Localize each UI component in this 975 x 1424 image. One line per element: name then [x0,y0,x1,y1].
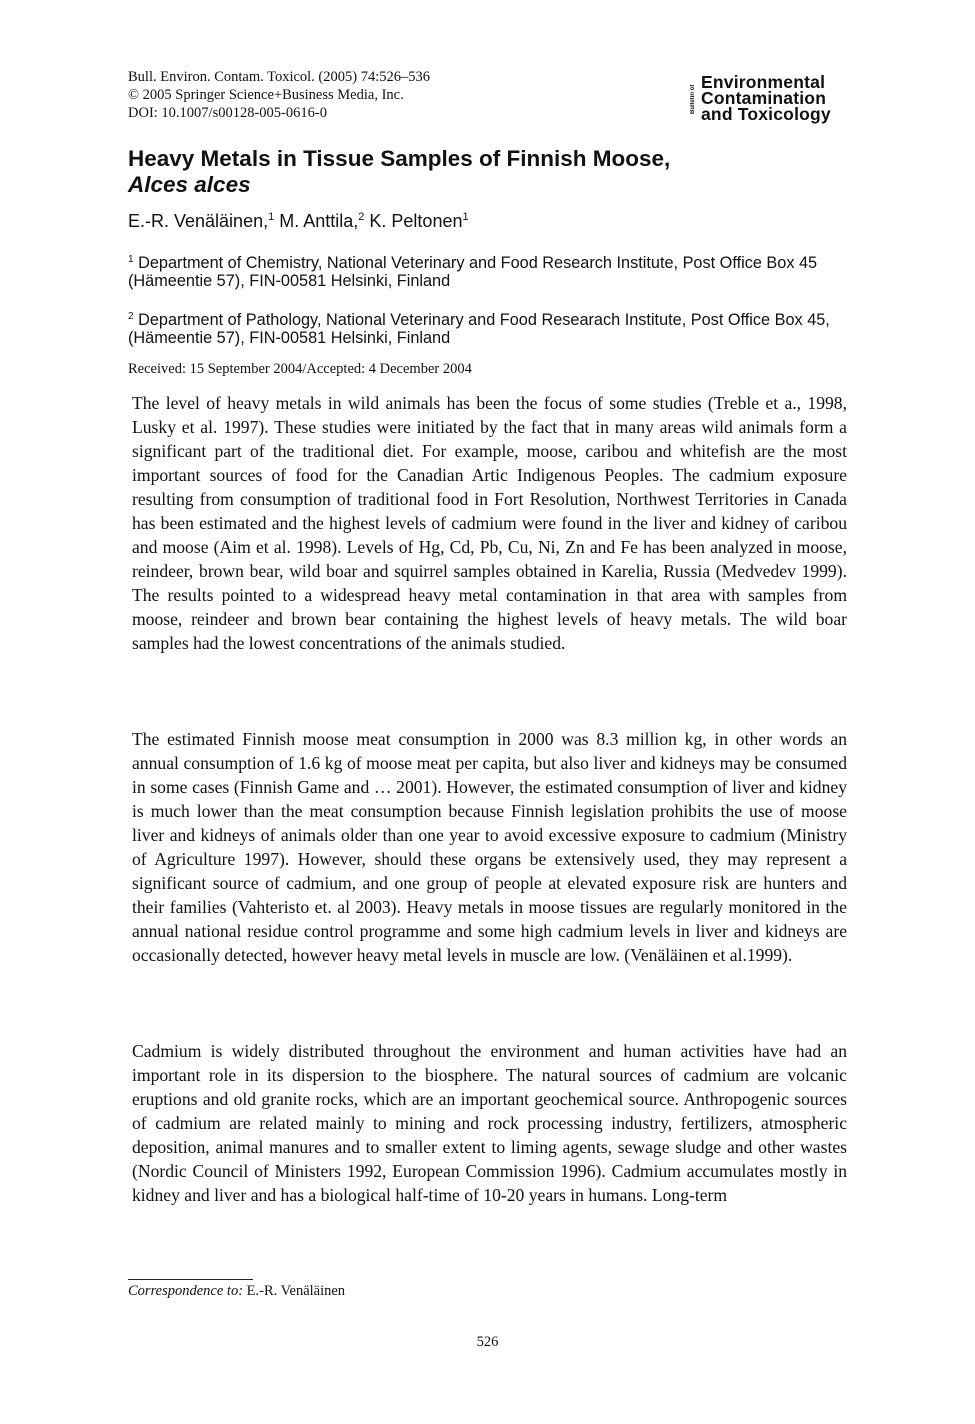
author-affiliation-mark: 1 [268,211,275,223]
doi-line: DOI: 10.1007/s00128-005-0616-0 [128,105,327,121]
citation-line: Bull. Environ. Contam. Toxicol. (2005) 74:526–536 [128,69,430,85]
author-name: M. Anttila, [279,211,359,231]
affiliation [128,254,848,290]
correspondence-footnote [128,1282,628,1300]
article-title-species: Alces alces [128,172,251,197]
journal-logo-line: Environmental [701,72,826,92]
affiliation [128,311,848,347]
footnote-divider [128,1279,253,1280]
citation-block [128,68,648,122]
author-name: K. Peltonen [369,211,463,231]
body-paragraph: The estimated Finnish moose meat consumption in 2000 was 8.3 million kg, in other words an annual consumption of 1.6 kg of moose meat per capita, but also liver and kidneys may be consumed in some cases (Finnish Game and … 2001). However, the estimated consumption of liver and kidney is much lower than the meat consumption because Finnish legislation prohibits the use of moose liver and kidneys of animals older than one year to avoid excessive exposure to cadmium (Ministry of Agriculture 1997). However, should these organs be extensively used, they may represent a significant source of cadmium, and one group of people at elevated exposure risk are hunters and their families (Vahteristo et. al 2003). Heavy metals in moose tissues are regularly monitored in the annual national residue control programme and some high cadmium levels in liver and kidneys are occasionally detected, however heavy metal levels in muscle are low. (Venäläinen et al.1999). [132,729,847,965]
journal-logo-bulletin: Bulletin of [690,84,696,114]
affiliation-mark: 1 [128,254,134,265]
correspondence-name: E.-R. Venäläinen [243,1283,346,1299]
author-list [128,210,888,232]
received-dates: Received: 15 September 2004/Accepted: 4 December 2004 [128,361,472,377]
affiliation-text: Department of Chemistry, National Veterinary and Food Research Institute, Post Office Box 45 (Hämeentie 57), FIN-00581 Helsinki, Finland [128,254,818,290]
journal-logo-line: and Toxicology [701,104,831,124]
page-number: 526 [476,1334,499,1350]
author-name: E.-R. Venäläinen, [128,211,269,231]
body-paragraph: Cadmium is widely distributed throughout the environment and human activities have had an important role in its dispersion to the biosphere. The natural sources of cadmium are volcanic eruptions and old granite rocks, which are an important geochemical source. Anthropogenic sources of cadmium are related mainly to mining and rock processing industry, fertilizers, atmospheric deposition, animal manures and to smaller extent to liming agents, sewage sludge and other wastes (Nordic Council of Ministers 1992, European Commission 1996). Cadmium accumulates mostly in kidney and liver and has a biological half-time of 10-20 years in humans. Long-term [132,1041,847,1205]
correspondence-label: Correspondence to: [128,1283,244,1299]
copyright-line: © 2005 Springer Science+Business Media, Inc. [128,87,404,103]
affiliation-mark: 2 [128,311,134,322]
journal-logo [690,74,852,124]
article-title [128,146,888,198]
article-title-main: Heavy Metals in Tissue Samples of Finnish Moose, [128,146,671,171]
journal-logo-line: Contamination [701,88,827,108]
author-affiliation-mark: 1 [462,211,469,223]
body-paragraph: The level of heavy metals in wild animals has been the focus of some studies (Treble et a., 1998, Lusky et al. 1997). These studies were initiated by the fact that in many areas wild animals form a significant part of the traditional diet. For example, moose, caribou and whitefish are the most important sources of food for the Canadian Artic Indigenous Peoples. The cadmium exposure resulting from consumption of traditional food in Fort Resolution, Northwest Territories in Canada has been estimated and the highest levels of cadmium were found in the liver and kidney of caribou and moose (Aim et al. 1998). Levels of Hg, Cd, Pb, Cu, Ni, Zn and Fe has been analyzed in moose, reindeer, brown bear, wild boar and squirrel samples obtained in Karelia, Russia (Medvedev 1999). The results pointed to a widespread heavy metal contamination in that area with samples from moose, reindeer and brown bear containing the highest levels of heavy metals. The wild boar samples had the lowest concentrations of the animals studied. [132,393,847,653]
affiliation-text: Department of Pathology, National Veterinary and Food Researach Institute, Post Office Box 45, (Hämeentie 57), FIN-00581 Helsinki, Finland [128,311,830,347]
author-affiliation-mark: 2 [358,211,365,223]
